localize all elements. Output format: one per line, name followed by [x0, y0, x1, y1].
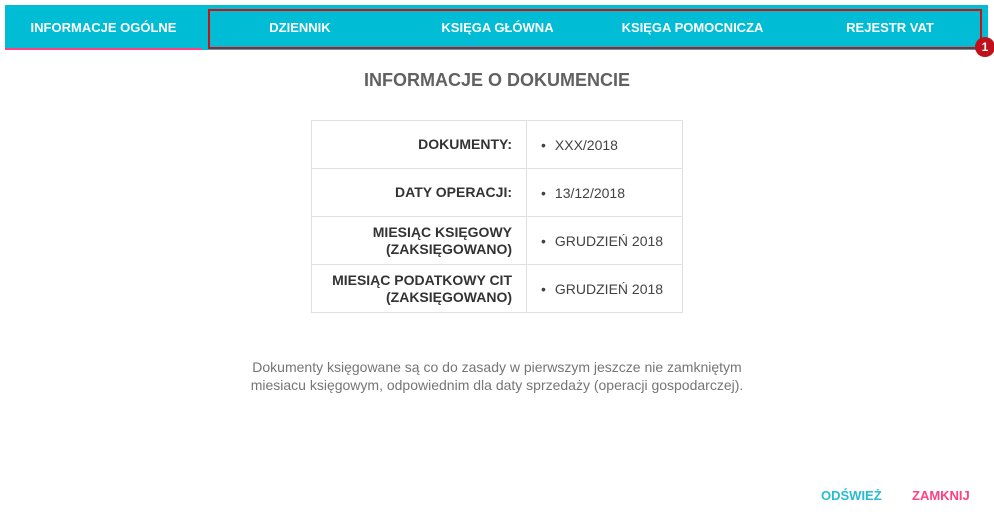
row-label: MIESIĄC PODATKOWY CIT (ZAKSIĘGOWANO) [312, 265, 527, 313]
refresh-button[interactable]: ODŚWIEŻ [821, 488, 882, 503]
table-row [312, 121, 683, 169]
row-label: DATY OPERACJI: [312, 169, 527, 217]
row-value: • GRUDZIEŃ 2018 [527, 265, 683, 313]
document-info-table [311, 120, 683, 313]
tab-ksiega-glowna[interactable]: KSIĘGA GŁÓWNA [441, 20, 554, 35]
page-title: INFORMACJE O DOKUMENCIE [363, 70, 630, 90]
table-row [312, 169, 683, 217]
row-value: • XXX/2018 [527, 121, 683, 169]
row-value: • 13/12/2018 [527, 169, 683, 217]
note-line: miesiacu księgowym, odpowiednim dla daty sprzedaży (operacji gospodarczej). [250, 377, 744, 393]
row-label: DOKUMENTY: [312, 121, 527, 169]
bullet-icon: • [541, 136, 546, 153]
tab-rejestr-vat[interactable]: REJESTR VAT [846, 20, 934, 35]
tab-bar [5, 5, 988, 50]
bullet-icon: • [541, 280, 546, 297]
info-note [0, 358, 994, 394]
bullet-icon: • [541, 232, 546, 249]
tab-informacje-ogolne[interactable]: INFORMACJE OGÓLNE [5, 5, 202, 50]
row-value: • GRUDZIEŃ 2018 [527, 217, 683, 265]
tab-dziennik[interactable]: DZIENNIK [269, 20, 331, 35]
annotation-badge: 1 [975, 37, 994, 57]
note-line: Dokumenty księgowane są co do zasady w pierwszym jeszcze nie zamkniętym [252, 359, 742, 375]
close-button[interactable]: ZAMKNIJ [912, 488, 970, 503]
tab-ksiega-pomocnicza[interactable]: KSIĘGA POMOCNICZA [621, 20, 764, 35]
row-label: MIESIĄC KSIĘGOWY (ZAKSIĘGOWANO) [312, 217, 527, 265]
table-row [312, 217, 683, 265]
bullet-icon: • [541, 184, 546, 201]
table-row [312, 265, 683, 313]
